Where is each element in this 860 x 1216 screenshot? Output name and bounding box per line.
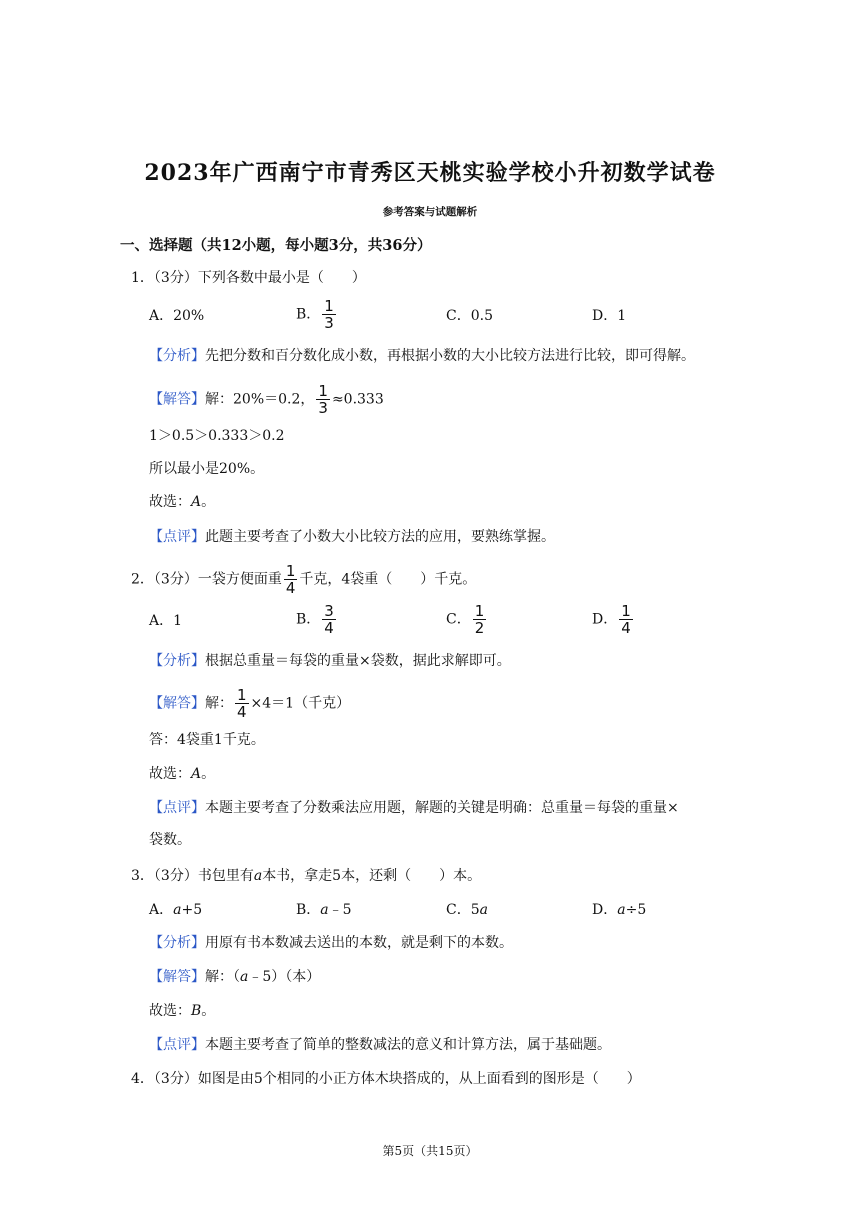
q1-option-a: A．20%: [149, 308, 205, 324]
q3-option-a: A．a+5: [149, 902, 203, 918]
page-footer: 第5页（共15页）: [382, 1144, 478, 1158]
q1-option-c: C．0.5: [446, 308, 493, 324]
q1-line: 1＞0.5＞0.333＞0.2: [149, 428, 285, 444]
q2-stem: 2．（3分）一袋方便面重 $\frac{1}{4}$ 千克，4袋重（ ）千克。: [131, 562, 477, 597]
q2-answer: 【解答】解： $\frac{1}{4}$ ×4＝1（千克）: [149, 686, 351, 721]
analysis-tag: 【分析】: [149, 935, 205, 951]
q3-choice: 故选：B。: [149, 1003, 216, 1019]
fraction: $\frac{3}{4}$: [324, 602, 334, 637]
q2-line: 答：4袋重1千克。: [149, 732, 265, 748]
fraction: $\frac{1}{4}$: [621, 602, 631, 637]
q2-comment: 【点评】本题主要考查了分数乘法应用题，解题的关键是明确：总重量＝每袋的重量×: [149, 800, 679, 816]
option-label: B．: [296, 306, 321, 323]
q3-comment: 【点评】本题主要考查了简单的整数减法的意义和计算方法，属于基础题。: [149, 1037, 611, 1053]
answer-tag: 【解答】: [149, 391, 205, 408]
q3-analysis: 【分析】用原有书本数减去送出的本数，就是剩下的本数。: [149, 935, 513, 951]
q3-option-b: B．a﹣5: [296, 902, 352, 918]
q3-stem: 3．（3分）书包里有a本书，拿走5本，还剩（ ）本。: [131, 868, 482, 884]
q2-option-c: C． $\frac{1}{2}$: [446, 602, 485, 637]
comment-tag: 【点评】: [149, 800, 205, 816]
q1-comment: 【点评】此题主要考查了小数大小比较方法的应用，要熟练掌握。: [149, 529, 555, 545]
q1-option-d: D．1: [592, 308, 627, 324]
q2-option-b: B． $\frac{3}{4}$: [296, 602, 334, 637]
q2-option-a: A．1: [149, 613, 183, 629]
comment-tag: 【点评】: [149, 1037, 205, 1053]
document-subtitle: 参考答案与试题解析: [382, 206, 478, 218]
q1-answer: 【解答】解：20%＝0.2， $\frac{1}{3}$ ≈0.333: [149, 382, 384, 417]
answer-tag: 【解答】: [149, 969, 205, 985]
answer-tag: 【解答】: [149, 695, 205, 712]
q2-option-d: D． $\frac{1}{4}$: [592, 602, 631, 637]
q1-analysis: 【分析】先把分数和百分数化成小数，再根据小数的大小比较方法进行比较，即可得解。: [149, 348, 695, 364]
q2-comment-cont: 袋数。: [149, 832, 191, 848]
fraction: $\frac{1}{3}$: [324, 297, 334, 332]
q3-option-c: C．5a: [446, 902, 488, 918]
fraction: $\frac{1}{4}$: [285, 562, 296, 597]
section-heading: 一、选择题（共12小题，每小题3分，共36分）: [120, 237, 432, 254]
fraction: $\frac{1}{3}$: [318, 382, 328, 417]
analysis-tag: 【分析】: [149, 348, 205, 364]
q3-answer: 【解答】解：（a﹣5）（本）: [149, 969, 321, 985]
fraction: $\frac{1}{4}$: [237, 686, 247, 721]
q1-option-b: [296, 298, 338, 331]
q3-option-d: D．a÷5: [592, 902, 647, 918]
q1-choice: 故选：A。: [149, 494, 216, 510]
q2-choice: 故选：A。: [149, 766, 216, 782]
analysis-tag: 【分析】: [149, 653, 205, 669]
q2-analysis: 【分析】根据总重量＝每袋的重量×袋数，据此求解即可。: [149, 653, 511, 669]
document-title: 2023年广西南宁市青秀区天桃实验学校小升初数学试卷: [144, 160, 716, 186]
comment-tag: 【点评】: [149, 529, 205, 545]
q1-line: 所以最小是20%。: [149, 461, 265, 477]
q1-stem: 1．（3分）下列各数中最小是（ ）: [131, 270, 366, 286]
q4-stem: 4．（3分）如图是由5个相同的小正方体木块搭成的，从上面看到的图形是（ ）: [131, 1071, 641, 1087]
fraction: $\frac{1}{2}$: [474, 602, 485, 637]
